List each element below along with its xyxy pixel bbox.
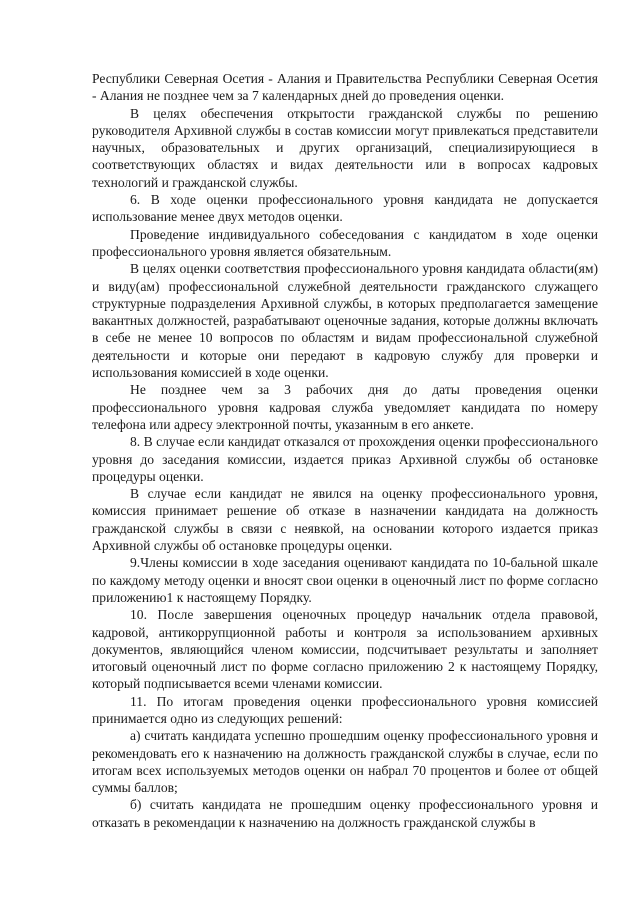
paragraph-continuation: Республики Северная Осетия - Алания и Правительства Республики Северная Осетия - Алания не позднее чем за 7 календарных дней до проведения оценки. (92, 71, 598, 104)
paragraph-decision-b: б) считать кандидата не прошедшим оценку профессионального уровня и отказать в рекомендации к назначению на должность гражданской службы в (92, 797, 598, 830)
paragraph-commission-composition: В целях обеспечения открытости гражданской службы по решению руководителя Архивной службы в состав комиссии могут привлекаться представители научных, образовательных и других организаций, специализирующиеся в соответствующих областях и видах деятельности или в вопросах кадровых технологий и гражданской службы. (92, 105, 598, 190)
paragraph-assessment-tasks: В целях оценки соответствия профессионального уровня кандидата области(ям) и виду(ам) профессиональной служебной деятельности гражданского служащего структурные подразделения Архивной службы, в которых предполагается замещение вакантных должностей, разрабатывают оценочные задания, которые должны включать в себе не менее 10 вопросов по областям и видам профессиональной служебной деятельности и которые они передают в кадровую службу для проверки и использования комиссией в ходе оценки. (92, 261, 598, 381)
document-page (92, 70, 598, 831)
paragraph-item-10: 10. После завершения оценочных процедур начальник отдела правовой, кадровой, антикоррупционной работы и контроля за использованием архивных документов, являющийся членом комиссии, подсчитывает результаты и заполняет итоговый оценочный лист по форме согласно приложению 2 к настоящему Порядку, который подписывается всеми членами комиссии. (92, 607, 598, 692)
paragraph-interview: Проведение индивидуального собеседования с кандидатом в ходе оценки профессионального уровня является обязательным. (92, 226, 598, 259)
paragraph-item-9: 9.Члены комиссии в ходе заседания оценивают кандидата по 10-бальной шкале по каждому методу оценки и вносят свои оценки в оценочный лист по форме согласно приложению1 к настоящему Порядку. (92, 555, 598, 605)
paragraph-item-8: 8. В случае если кандидат отказался от прохождения оценки профессионального уровня до заседания комиссии, издается приказ Архивной службы об остановке процедуры оценки. (92, 434, 598, 484)
paragraph-item-11: 11. По итогам проведения оценки профессионального уровня комиссией принимается одно из следующих решений: (92, 693, 598, 726)
paragraph-decision-a: а) считать кандидата успешно прошедшим оценку профессионального уровня и рекомендовать его к назначению на должность гражданской службы в случае, если по итогам всех используемых методов оценки он набрал 70 процентов и более от общей суммы баллов; (92, 728, 598, 796)
paragraph-no-show: В случае если кандидат не явился на оценку профессионального уровня, комиссия принимает решение об отказе в назначении кандидата на должность гражданской службы в связи с неявкой, на основании которого издается приказ Архивной службы об остановке процедуры оценки. (92, 486, 598, 554)
paragraph-item-6: 6. В ходе оценки профессионального уровня кандидата не допускается использование менее двух методов оценки. (92, 192, 598, 225)
paragraph-notification: Не позднее чем за 3 рабочих дня до даты проведения оценки профессионального уровня кадровая служба уведомляет кандидата по номеру телефона или адресу электронной почты, указанным в его анкете. (92, 382, 598, 432)
